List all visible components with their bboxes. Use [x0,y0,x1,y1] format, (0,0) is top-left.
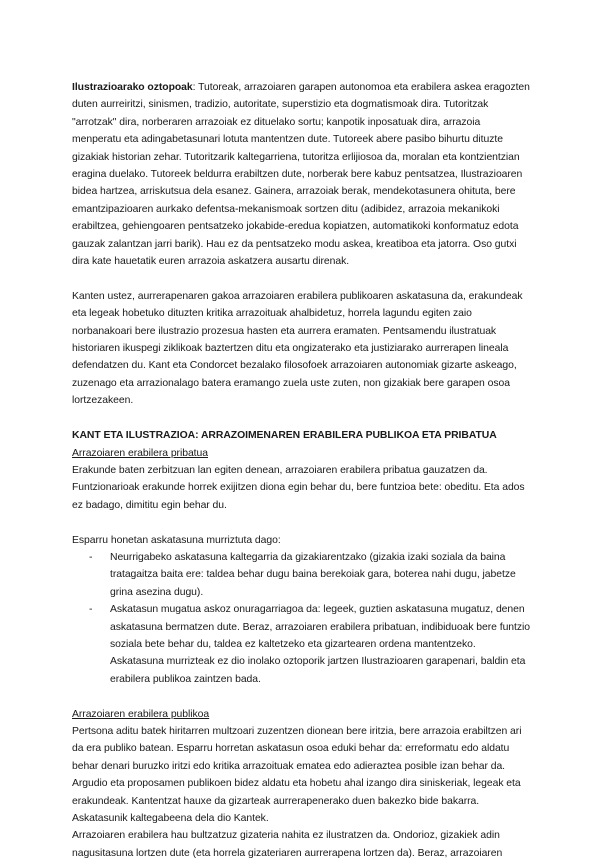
freedom-list [72,549,530,688]
dash-bullet: - [89,551,93,563]
public-use-paragraph-2: Arrazoiaren erabilera hau bultzatzuz gizateria nahita ez ilustratzen da. Ondorioz, gizakiek adin nagusitasuna lortzen dute (eta horrela gizateriaren aurrerapena lortzen da). Beraz, arrazoiaren [72,830,503,859]
private-use-paragraph: Erakunde baten zerbitzuan lan egiten denean, arrazoiaren erabilera pribatua gauzatzen da. Funtzionarioak erakunde horrek exijitzen diona egin behar du, bere funtzioa bete: obeditu. Eta ados ez badago, dimititu egin behar du. [72,464,525,511]
section-heading: KANT ETA ILUSTRAZIOA: ARRAZOIMENAREN ERABILERA PUBLIKOA ETA PRIBATUA [72,430,497,442]
freedom-intro: Esparru honetan askatasuna murriztuta dago: [72,534,281,546]
intro-term: Ilustrazioarako oztopoak [72,82,193,93]
public-use-title: Arrazoiaren erabilera publikoa [72,708,210,720]
intro-paragraph [72,79,530,270]
public-use-paragraph-1: Pertsona aditu batek hiritarren multzoari zuzentzen dionean bere iritzia, bere arrazoia erabiltzen ari da era publiko batean. Esparru horretan askatasun osoa eduki behar da: erreformatu edo aldatu behar denari buruzko iritzi edo kritika arrazoituak ematea edo adieraztea posible izan behar da. Argudio eta proposamen publikoen bidez aldatu eta hobetu ahal izango dira siniskeriak, legeak eta erakundeak. Kantentzat hauxe da gizarteak aurrerapenerako duen bakezko bide bakarra. Askatasunik kaltegabeena dela dio Kantek. [72,725,522,824]
list-item [72,549,530,601]
intro-text: : Tutoreak, arrazoiaren garapen autonomoa eta erabilera askea eragozten duten aurreiritzi, sinismen, tradizio, autoritate, superstizio eta dogmatismoak dira. Tutoritzak "arrotzak" dira, norberaren arrazoiak ez dituelako sortu; kanpotik inposatuak dira, arrazoia menperatu eta adingabetasunari lotuta mantentzen dute. Tutoreek abere pasibo bihurtu dituzte gizakiak historian zehar. Tutoritzarik kaltegarriena, tutoritza erlijiosoa da, moralan eta kontzientzian eragina duelako. Tutoreek beldurra erabiltzen dute, norberak bere kabuz pentsatzea, Ilustrazioaren bidea hartzea, arriskutsua dela esanez. Gainera, arrazoiak berak, mendekotasunera ohituta, bere emantzipazioaren aurkako defentsa-mekanismoak sortzen ditu (adibidez, arrazoia mekanikoki erabiltzea, gehiengoaren pentsatzeko jokabide-eredua kopiatzen, automatikoki konformatuz edota gauzak zalantzan jarri barik). Hau ez da pentsatzeko modu askea, kreatiboa eta jatorra. Oso gutxi dira kate hauetatik euren arrazoia askatzera ausartu direnak. [72,82,530,268]
list-item-text: Askatasun mugatua askoz onuragarriagoa da: legeek, guztien askatasuna mugatuz, denen askatasuna bermatzen dute. Beraz, arrazoiaren erabilera pribatuan, indibiduoak bere funtzio soziala bete behar du, taldea ez kaltetzeko eta gizartearen ordena mantentzeko. Askatasuna murrizteak ez dio inolako oztoporik jartzen Ilustrazioaren garapenari, baldin eta erabilera publikoa zaintzen bada. [110,604,530,685]
dash-bullet: - [89,604,93,616]
private-use-title: Arrazoiaren erabilera pribatua [72,447,208,459]
list-item [72,601,530,688]
list-item-text: Neurrigabeko askatasuna kaltegarria da gizakiarentzako (gizakia izaki soziala da baina tratagaitza baita ere: taldea behar dugu baina berekoiak gara, boterea nahi dugu, jabetze grina asezina dugu). [110,551,516,598]
kant-progress-paragraph: Kanten ustez, aurrerapenaren gakoa arrazoiaren erabilera publikoaren askatasuna da, erakundeak eta legeak hobetuko dituzten kritika arrazoituak ahalbidetuz, horrela lagundu egiten zaio norbanakoari bere ilustrazio prozesua hasten eta aurrera eramaten. Pentsamendu ilustratuak historiaren ikuspegi ziklikoak baztertzen ditu eta ongizaterako eta justiziarako aurrerapen lineala defendatzen du. Kant eta Condorcet bezalako filosofoek arrazoiaren autonomiak gizarte askeago, zuzenago eta arrazionalago batera eramango zuela uste zuten, non gizakiak bere garapen osoa lortzezakeen. [72,290,523,407]
